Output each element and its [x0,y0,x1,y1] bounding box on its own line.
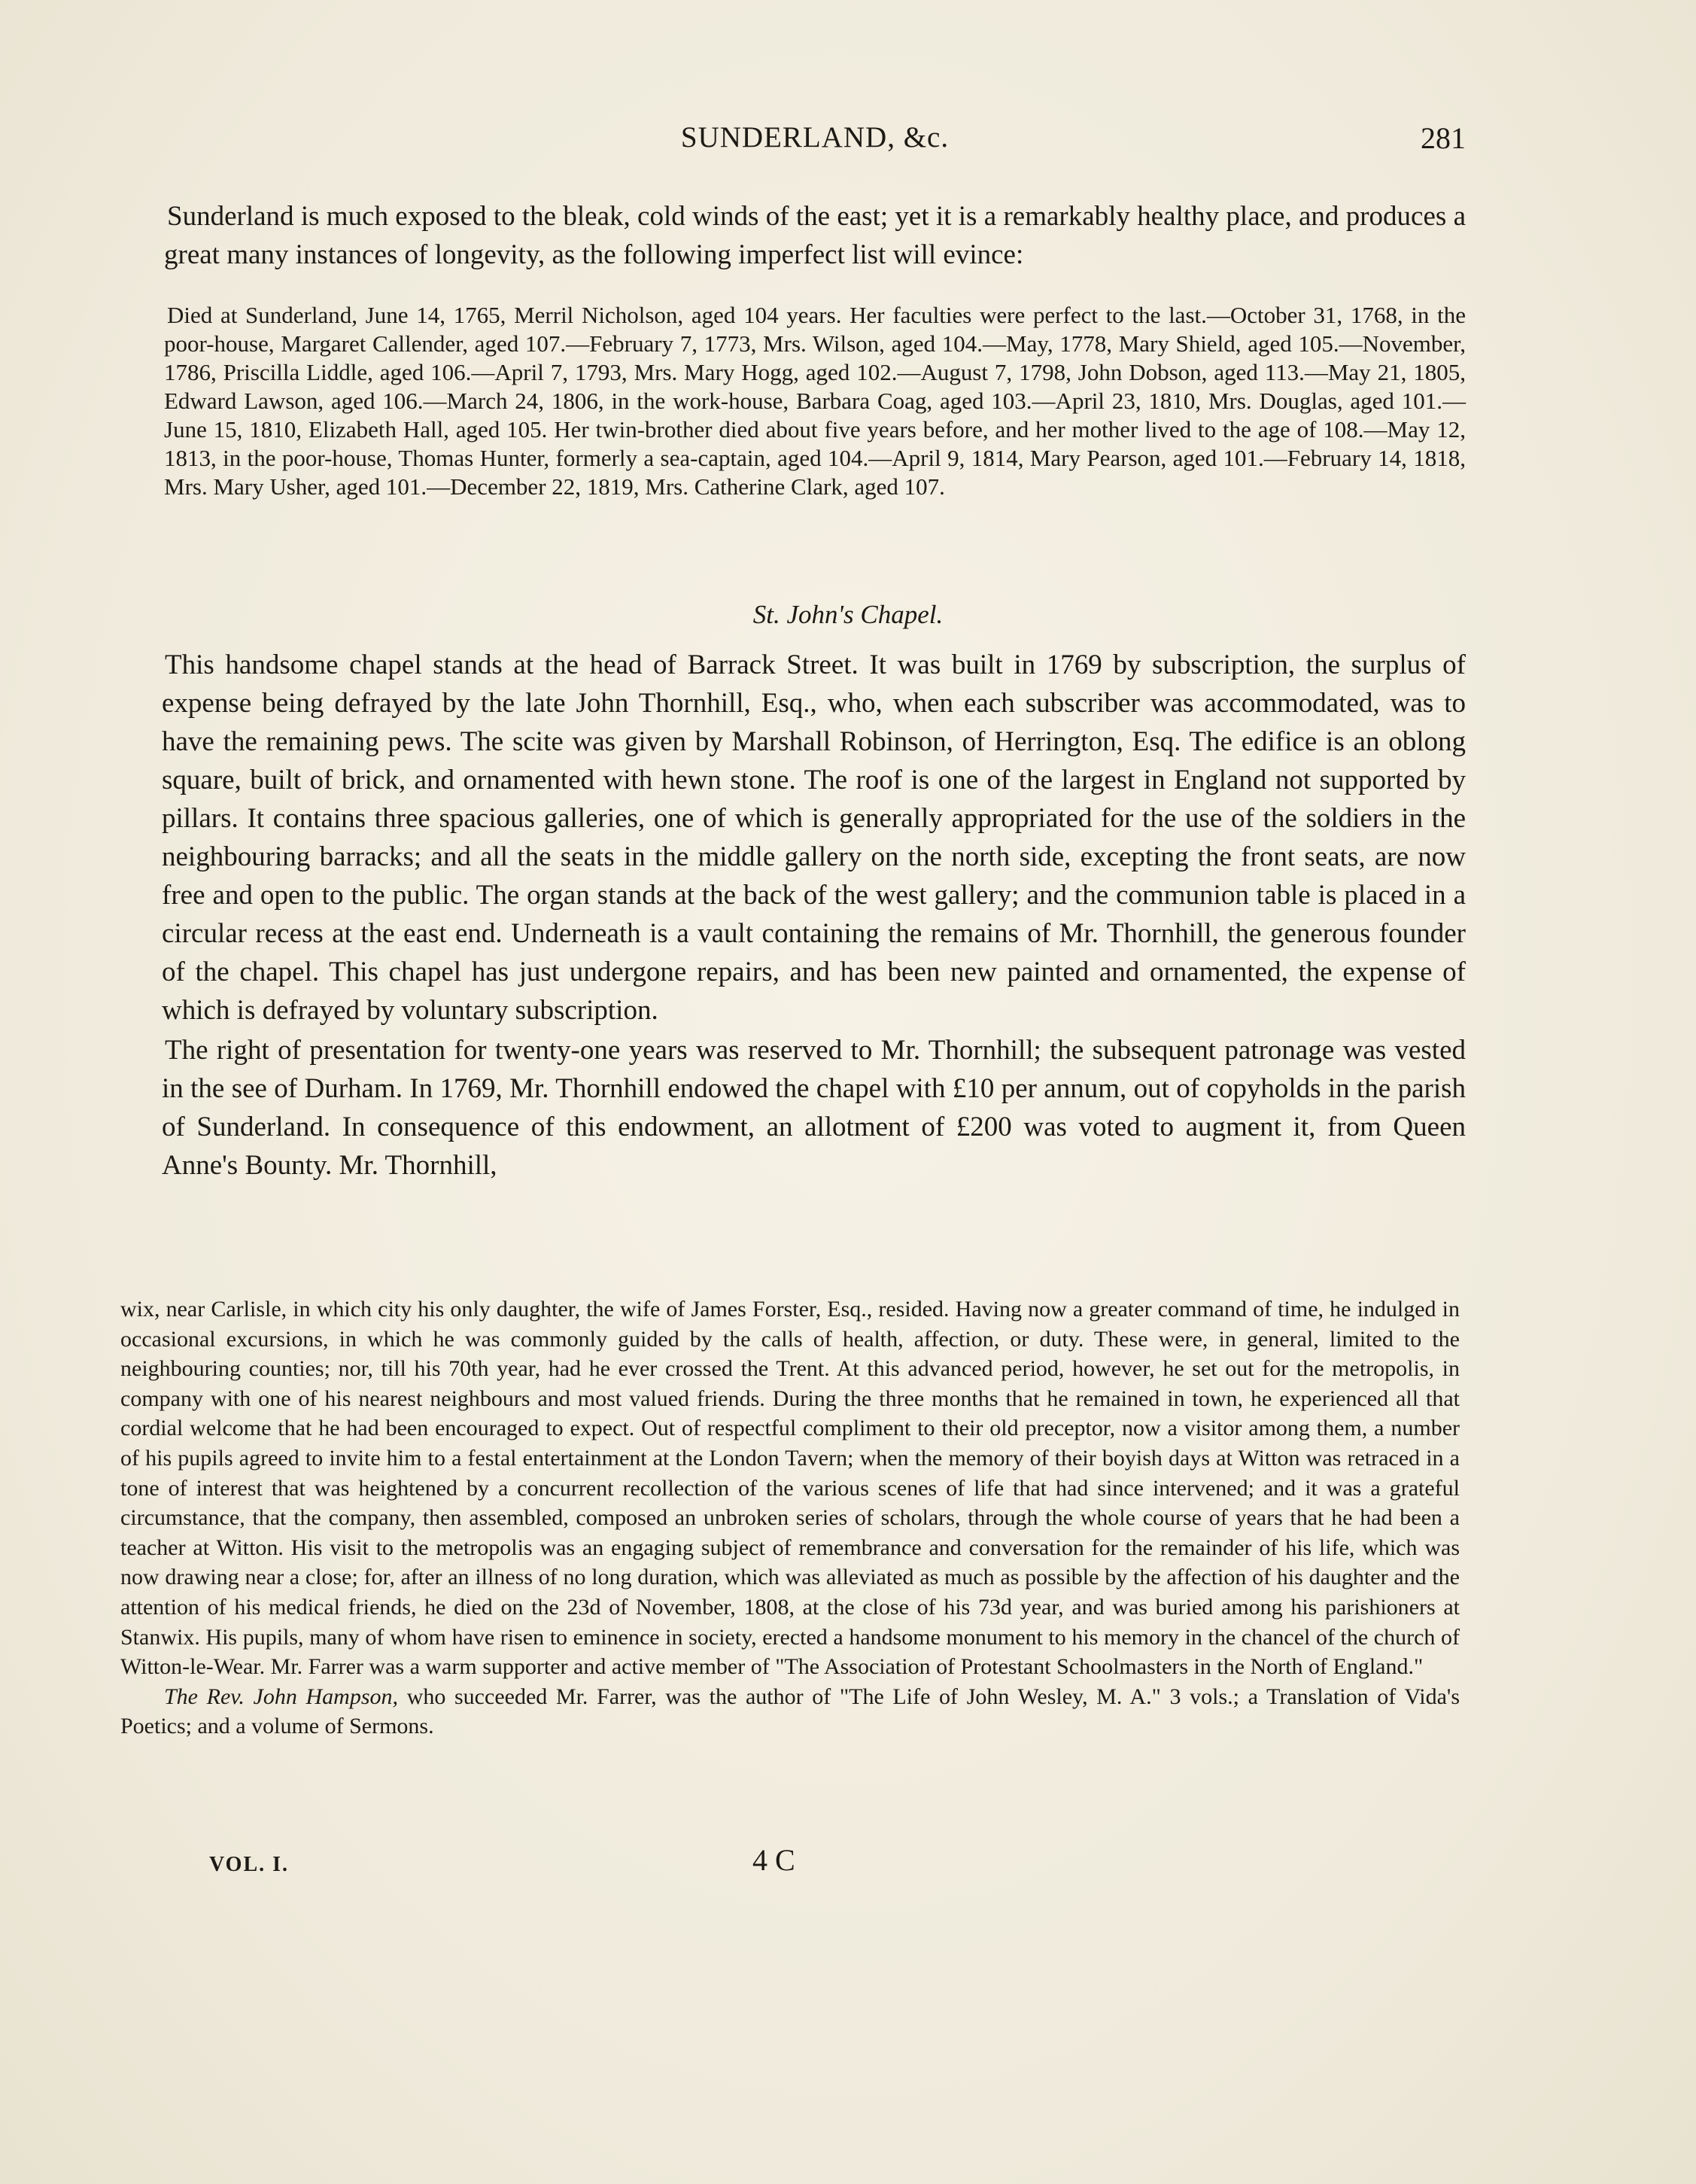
chapel-paragraph-2: The right of presentation for twenty-one years was reserved to Mr. Thornhill; the subsequent patronage was vested in the see of Durham. In 1769, Mr. Thornhill endowed the chapel with £10 per annum, out of copyholds in the parish of Sunderland. In consequence of this endowment, an allotment of £200 was voted to augment it, from Queen Anne's Bounty. Mr. Thornhill, [162,1035,1466,1181]
intro-paragraph: Sunderland is much exposed to the bleak, cold winds of the east; yet it is a remarkably healthy place, and produces a great many instances of longevity, as the following imperfect list will evince: [164,201,1466,270]
signature-mark: 4 C [752,1843,795,1877]
footnote-person-name: The Rev. John Hampson, [164,1684,399,1709]
chapel-paragraph-1: This handsome chapel stands at the head of Barrack Street. It was built in 1769 by subscription, the surplus of expense being defrayed by the late John Thornhill, Esq., who, when each subscriber was accommodated, was to have the remaining pews. The scite was given by Marshall Robinson, of Herrington, Esq. The edifice is an oblong square, built of brick, and ornamented with hewn stone. The roof is one of the largest in England not supported by pillars. It contains three spacious galleries, one of which is generally appropriated for the use of the soldiers in the neighbouring barracks; and all the seats in the middle gallery on the north side, excepting the front seats, are now free and open to the public. The organ stands at the back of the west gallery; and the communion table is placed in a circular recess at the east end. Underneath is a vault containing the remains of Mr. Thornhill, the generous founder of the chapel. This chapel has just undergone repairs, and has been new painted and ornamented, the expense of which is defrayed by voluntary subscription. [162,649,1466,1026]
running-title: SUNDERLAND, &c. [680,121,950,154]
page-number: 281 [1421,121,1466,155]
page-header [164,120,1466,166]
section-title: St. John's Chapel. [752,600,944,629]
footnote-paragraph-2-text: who succeeded Mr. Farrer, was the author of "The Life of John Wesley, M. A." 3 vols.; a Translation of Vida's Poetics; and a volume of Sermons. [120,1684,1460,1739]
volume-label: VOL. I. [209,1853,290,1876]
footnote-paragraph-1: wix, near Carlisle, in which city his only daughter, the wife of James Forster, Esq., resided. Having now a greater command of time, he indulged in occasional excursions, in which he was commonly guided by the calls of health, affection, or duty. These were, in general, limited to the neighbouring counties; nor, till his 70th year, had he ever crossed the Trent. At this advanced period, however, he set out for the metropolis, in company with one of his nearest neighbours and most valued friends. During the three months that he remained in town, he experienced all that cordial welcome that he had been encouraged to expect. Out of respectful compliment to their old preceptor, now a visitor among them, a number of his pupils agreed to invite him to a festal entertainment at the London Tavern; when the memory of their boyish days at Witton was retraced in a tone of interest that was heightened by a concurrent recollection of the various scenes of life that had since intervened; and it was a grateful circumstance, that the company, then assembled, composed an unbroken series of scholars, through the whole course of years that he had been a teacher at Witton. His visit to the metropolis was an engaging subject of remembrance and conversation for the remainder of his life, which was now drawing near a close; for, after an illness of no long duration, which was alleviated as much as possible by the affection of his daughter and the attention of his medical friends, he died on the 23d of November, 1808, at the close of his 73d year, and was buried among his parishioners at Stanwix. His pupils, many of whom have risen to eminence in society, erected a handsome monument to his memory in the chancel of the church of Witton-le-Wear. Mr. Farrer was a warm supporter and active member of "The Association of Protestant Schoolmasters in the North of England." [120,1297,1460,1680]
chapel-section [162,646,1466,1185]
footnote-paragraph-2 [120,1682,1460,1741]
footnote [120,1294,1460,1741]
longevity-list: Died at Sunderland, June 14, 1765, Merril Nicholson, aged 104 years. Her faculties were perfect to the last.—October 31, 1768, in the poor-house, Margaret Callender, aged 107.—February 7, 1773, Mrs. Wilson, aged 104.—May, 1778, Mary Shield, aged 105.—November, 1786, Priscilla Liddle, aged 106.—April 7, 1793, Mrs. Mary Hogg, aged 102.—August 7, 1798, John Dobson, aged 113.—May 21, 1805, Edward Lawson, aged 106.—March 24, 1806, in the work-house, Barbara Coag, aged 103.—April 23, 1810, Mrs. Douglas, aged 101.—June 15, 1810, Elizabeth Hall, aged 105. Her twin-brother died about five years before, and her mother lived to the age of 108.—May 12, 1813, in the poor-house, Thomas Hunter, formerly a sea-captain, aged 104.—April 9, 1814, Mary Pearson, aged 101.—February 14, 1818, Mrs. Mary Usher, aged 101.—December 22, 1819, Mrs. Catherine Clark, aged 107. [164,302,1466,500]
